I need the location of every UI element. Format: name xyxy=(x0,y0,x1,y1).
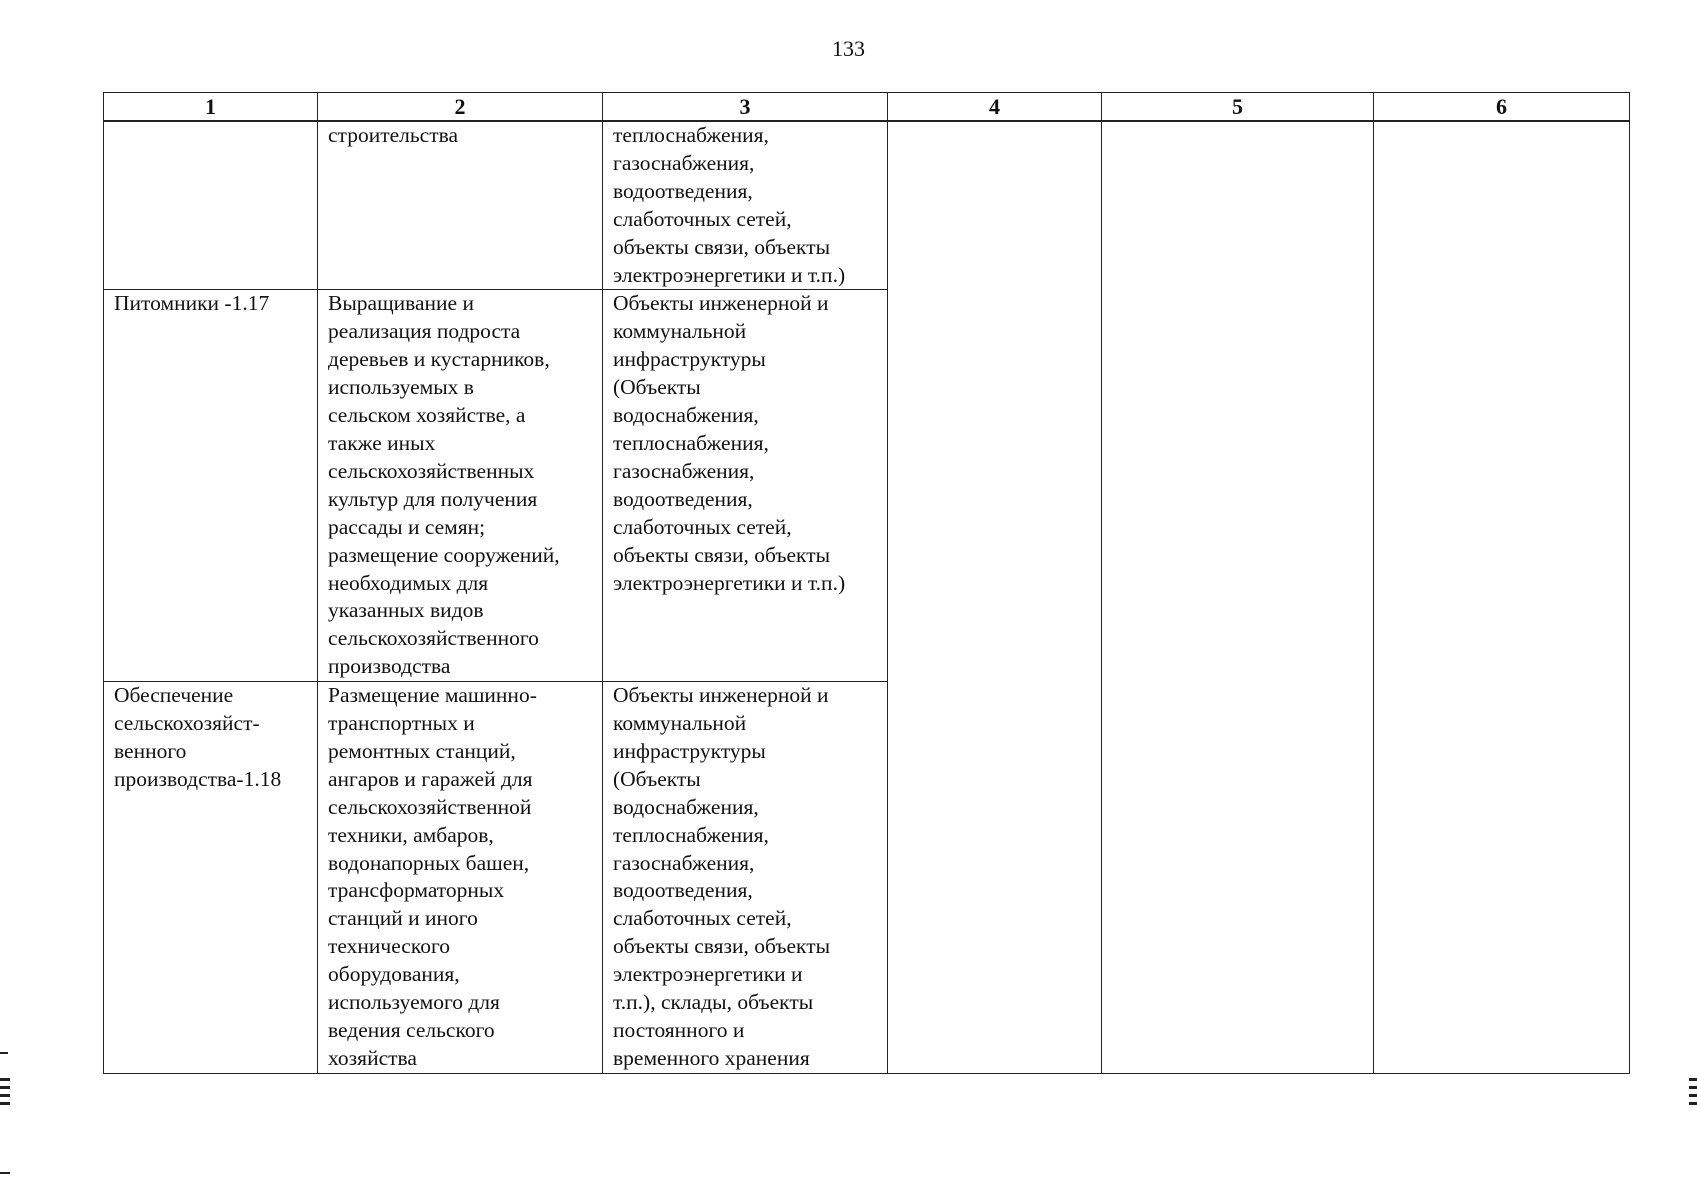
scan-edge-mark-left-3 xyxy=(0,1086,10,1089)
column-header-2: 2 xyxy=(318,93,603,122)
scan-edge-mark-left-2 xyxy=(0,1078,10,1081)
column-header-5: 5 xyxy=(1102,93,1374,122)
table-row xyxy=(104,121,1630,290)
row-1-land-use-type xyxy=(104,121,318,290)
header-row xyxy=(104,93,1630,122)
scan-edge-mark-left-4 xyxy=(0,1094,10,1097)
column-5-cell xyxy=(1102,121,1374,1073)
column-6-cell xyxy=(1374,121,1630,1073)
scan-edge-mark-left-5 xyxy=(0,1102,10,1105)
row-1-auxiliary-objects: теплоснабжения, газоснабжения, водоотведения, слаботочных сетей, объекты связи, объекты электроэнергетики и т.п.) xyxy=(603,121,888,290)
column-4-cell xyxy=(888,121,1102,1073)
scan-edge-mark-left-1 xyxy=(0,1052,8,1054)
row-3-description: Размещение машинно- транспортных и ремонтных станций, ангаров и гаражей для сельскохозяйственной техники, амбаров, водонапорных башен, трансформаторных станций и иного технического оборудования, используемого для ведения сельского хозяйства xyxy=(318,682,603,1074)
row-2-auxiliary-objects: Объекты инженерной и коммунальной инфраструктуры (Объекты водоснабжения, теплоснабжения, газоснабжения, водоотведения, слаботочных сетей, объекты связи, объекты электроэнергетики и т.п.) xyxy=(603,290,888,682)
scan-edge-mark-right-2 xyxy=(1689,1086,1697,1089)
land-use-table xyxy=(103,92,1630,1074)
scan-edge-mark-right-3 xyxy=(1689,1094,1697,1097)
page-number: 133 xyxy=(832,36,865,61)
column-header-6: 6 xyxy=(1374,93,1630,122)
scan-edge-mark-left-6 xyxy=(0,1172,10,1174)
row-1-description: строительства xyxy=(318,121,603,290)
row-3-land-use-type: Обеспечение сельскохозяйст- венного производства-1.18 xyxy=(104,682,318,1074)
column-header-3: 3 xyxy=(603,93,888,122)
column-header-4: 4 xyxy=(888,93,1102,122)
column-header-1: 1 xyxy=(104,93,318,122)
row-2-description: Выращивание и реализация подроста деревьев и кустарников, используемых в сельском хозяйстве, а также иных сельскохозяйственных культур для получения рассады и семян; размещение сооружений, необходимых для указанных видов сельскохозяйственного производства xyxy=(318,290,603,682)
row-2-land-use-type: Питомники -1.17 xyxy=(104,290,318,682)
scan-edge-mark-right-1 xyxy=(1689,1078,1697,1081)
row-3-auxiliary-objects: Объекты инженерной и коммунальной инфраструктуры (Объекты водоснабжения, теплоснабжения, газоснабжения, водоотведения, слаботочных сетей, объекты связи, объекты электроэнергетики и т.п.), склады, объекты постоянного и временного хранения xyxy=(603,682,888,1074)
scan-edge-mark-right-4 xyxy=(1689,1102,1697,1105)
